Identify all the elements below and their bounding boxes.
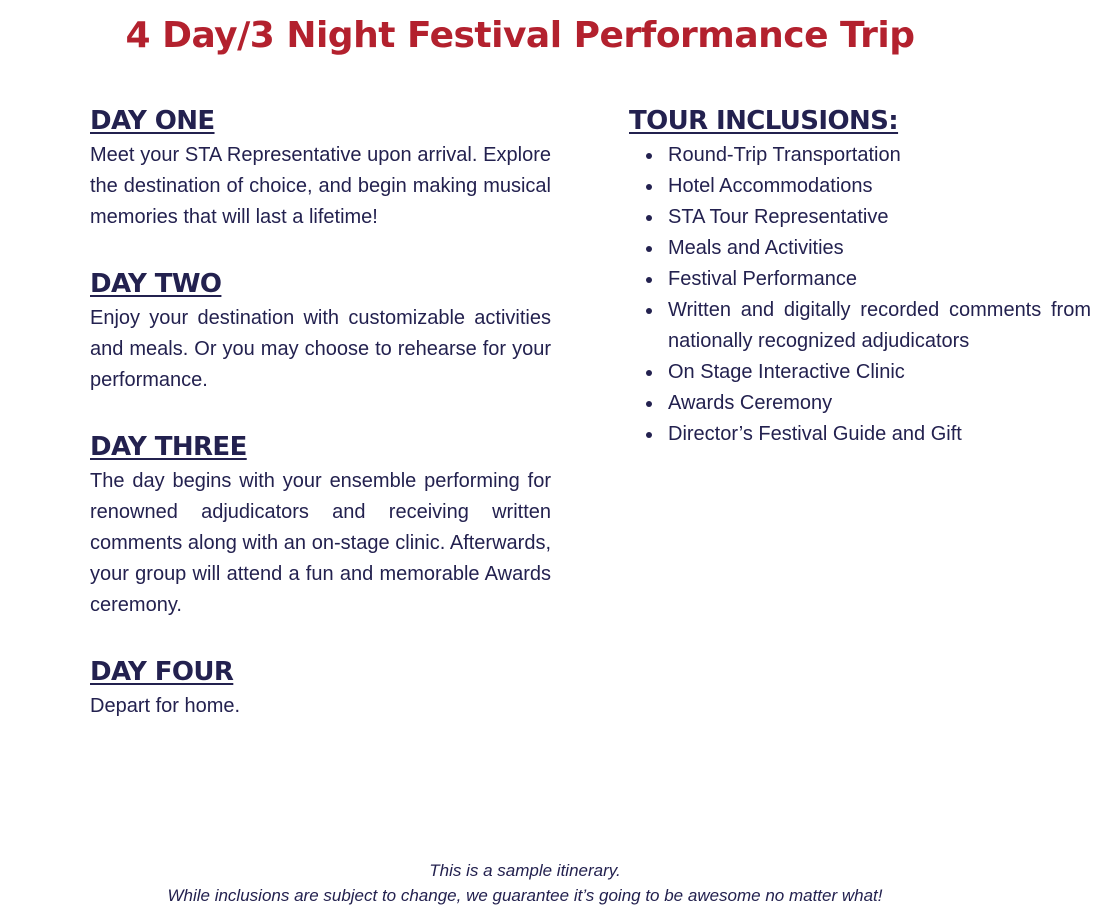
bullet-dot-icon xyxy=(646,153,652,159)
day-one-text: Meet your STA Representative upon arrival. Explore the destination of choice, and begin making musical memories that will last a lifetime! xyxy=(90,144,551,228)
bullet-dot-icon xyxy=(646,370,652,376)
day-two-block xyxy=(90,267,551,396)
bullet-dot-icon xyxy=(646,246,652,252)
itinerary-column xyxy=(90,104,551,722)
inclusion-item xyxy=(629,233,1091,264)
day-two-text: Enjoy your destination with customizable activities and meals. Or you may choose to rehearse for your performance. xyxy=(90,307,551,391)
inclusion-item-text: Awards Ceremony xyxy=(668,392,833,414)
bullet-dot-icon xyxy=(646,277,652,283)
day-one-block xyxy=(90,104,551,233)
inclusion-item-text: Hotel Accommodations xyxy=(668,175,873,197)
inclusion-item xyxy=(629,388,1091,419)
inclusion-item xyxy=(629,295,1091,357)
inclusion-item xyxy=(629,202,1091,233)
inclusion-item-text: STA Tour Representative xyxy=(668,206,889,228)
inclusion-item xyxy=(629,140,1091,171)
inclusion-item-text: Meals and Activities xyxy=(668,237,844,259)
inclusion-item-text: Festival Performance xyxy=(668,268,857,290)
inclusions-list xyxy=(629,140,1091,450)
disclaimer-line-2: While inclusions are subject to change, we guarantee it’s going to be awesome no matter what! xyxy=(167,886,883,905)
day-three-heading: DAY THREE xyxy=(90,432,247,462)
day-two-heading: DAY TWO xyxy=(90,269,222,299)
bullet-dot-icon xyxy=(646,432,652,438)
inclusion-item xyxy=(629,419,1091,450)
bullet-dot-icon xyxy=(646,215,652,221)
bullet-dot-icon xyxy=(646,184,652,190)
day-four-heading: DAY FOUR xyxy=(90,657,234,687)
inclusion-item-text: Round-Trip Transportation xyxy=(668,144,901,166)
day-one-heading: DAY ONE xyxy=(90,106,215,136)
inclusion-item-text: On Stage Interactive Clinic xyxy=(668,361,905,383)
bullet-dot-icon xyxy=(646,308,652,314)
disclaimer-line-1: This is a sample itinerary. xyxy=(429,861,621,880)
inclusion-item xyxy=(629,171,1091,202)
inclusions-column xyxy=(629,104,1091,450)
day-three-text: The day begins with your ensemble performing for renowned adjudicators and receiving written comments along with an on-stage clinic. Afterwards, your group will attend a fun and memorable Awards ceremony. xyxy=(90,470,551,616)
day-four-block xyxy=(90,655,551,722)
inclusion-item-text: Director’s Festival Guide and Gift xyxy=(668,423,962,445)
inclusions-heading: TOUR INCLUSIONS: xyxy=(629,106,899,136)
day-four-text: Depart for home. xyxy=(90,695,241,717)
inclusion-item-text: Written and digitally recorded comments from nationally recognized adjudicators xyxy=(668,299,1091,352)
bullet-dot-icon xyxy=(646,401,652,407)
day-three-block xyxy=(90,430,551,621)
disclaimer-footer xyxy=(0,858,1050,908)
page-title: 4 Day/3 Night Festival Performance Trip xyxy=(125,15,915,56)
inclusion-item xyxy=(629,264,1091,295)
inclusion-item xyxy=(629,357,1091,388)
